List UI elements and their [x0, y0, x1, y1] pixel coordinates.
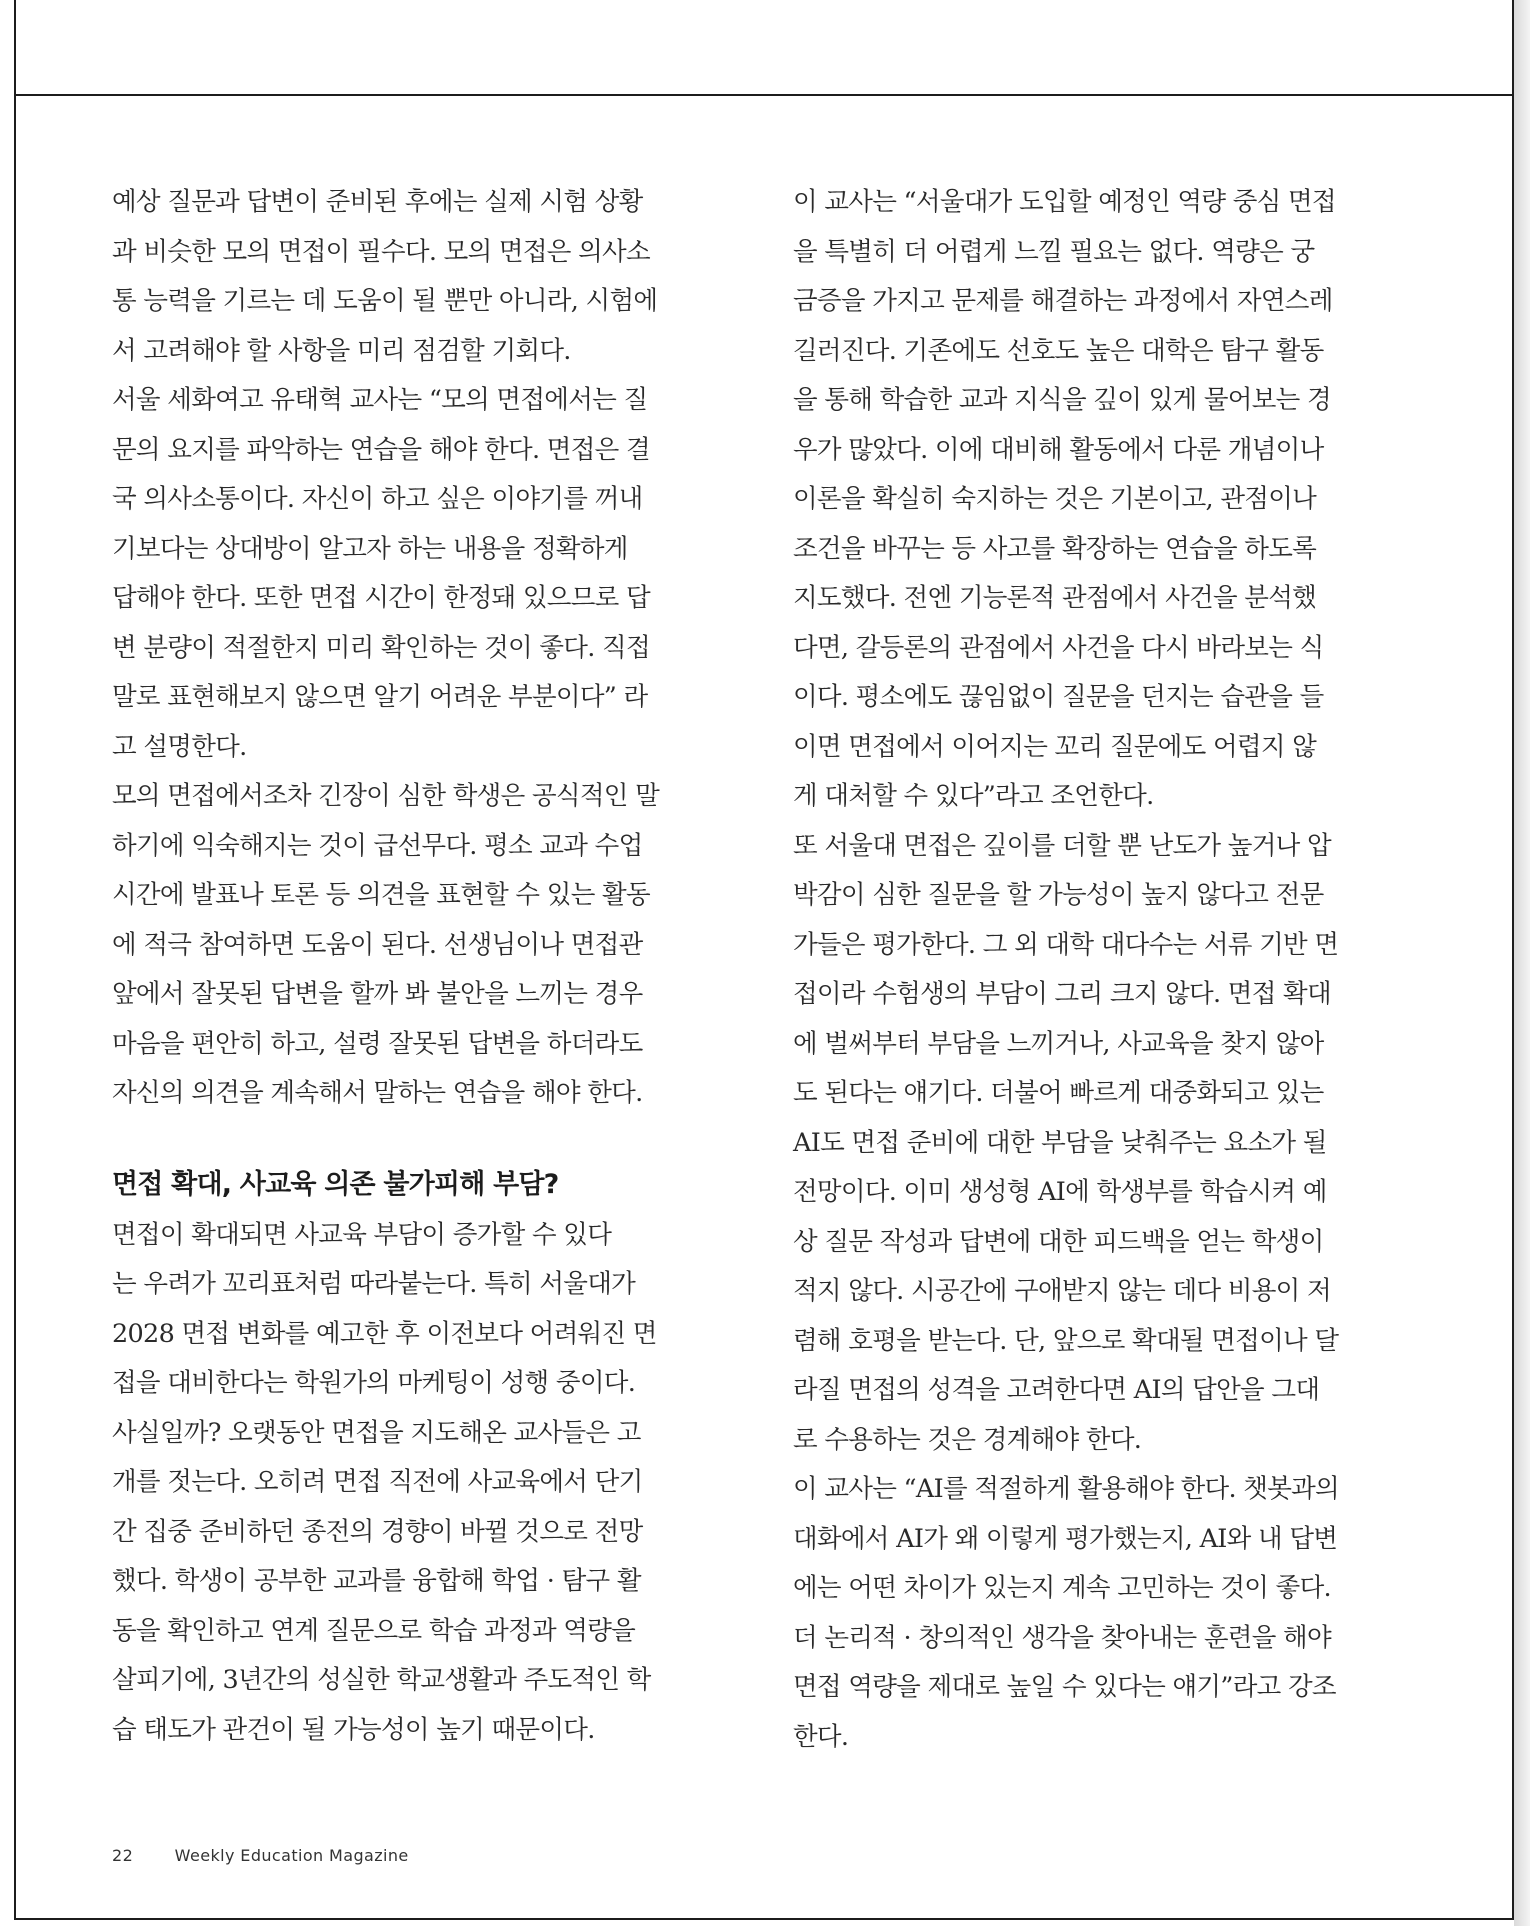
text-line: 적지 않다. 시공간에 구애받지 않는 데다 비용이 저 [793, 1276, 1331, 1306]
text-line: 사실일까? 오랫동안 면접을 지도해온 교사들은 고 [112, 1417, 641, 1448]
text-line: 했다. 학생이 공부한 교과를 융합해 학업 · 탐구 활 [112, 1566, 641, 1596]
text-line: 라질 면접의 성격을 고려한다면 AI의 답안을 그대 [793, 1375, 1320, 1405]
text-line: 대화에서 AI가 왜 이렇게 평가했는지, AI와 내 답변 [793, 1523, 1338, 1554]
text-line: 서 고려해야 할 사항을 미리 점검할 기회다. [112, 335, 571, 366]
text-line: AI도 면접 준비에 대한 부담을 낮춰주는 요소가 될 [793, 1127, 1327, 1158]
text-line: 면접이 확대되면 사교육 부담이 증가할 수 있다 [112, 1219, 612, 1250]
paragraph [793, 1465, 1373, 1762]
text-line: 개를 젓는다. 오히려 면접 직전에 사교육에서 단기 [112, 1467, 643, 1497]
text-line: 이다. 평소에도 끊임없이 질문을 던지는 습관을 들 [793, 682, 1324, 712]
text-line: 습 태도가 관건이 될 가능성이 높기 때문이다. [112, 1714, 595, 1745]
section-heading: 면접 확대, 사교육 의존 불가피해 부담? [112, 1168, 559, 1200]
left-column [112, 178, 692, 1755]
text-line: 접을 대비한다는 학원가의 마케팅이 성행 중이다. [112, 1368, 636, 1398]
text-line: 이 교사는 “AI를 적절하게 활용해야 한다. 챗봇과의 [793, 1474, 1339, 1504]
paragraph [112, 772, 692, 1119]
text-line: 시간에 발표나 토론 등 의견을 표현할 수 있는 활동 [112, 880, 650, 910]
text-line: 을 통해 학습한 교과 지식을 깊이 있게 물어보는 경 [793, 385, 1331, 415]
text-line: 동을 확인하고 연계 질문으로 학습 과정과 역량을 [112, 1615, 636, 1646]
text-line: 도 된다는 얘기다. 더불어 빠르게 대중화되고 있는 [793, 1078, 1324, 1108]
text-line: 기보다는 상대방이 알고자 하는 내용을 정확하게 [112, 533, 628, 564]
text-line: 변 분량이 적절한지 미리 확인하는 것이 좋다. 직접 [112, 632, 650, 663]
text-line: 서울 세화여고 유태혁 교사는 “모의 면접에서는 질 [112, 385, 648, 415]
paragraph [112, 178, 692, 376]
text-line: 조건을 바꾸는 등 사고를 확장하는 연습을 하도록 [793, 533, 1317, 564]
text-line: 말로 표현해보지 않으면 알기 어려운 부분이다” 라 [112, 682, 648, 712]
text-line: 박감이 심한 질문을 할 가능성이 높지 않다고 전문 [793, 880, 1324, 910]
text-line: 렴해 호평을 받는다. 단, 앞으로 확대될 면접이나 달 [793, 1325, 1339, 1356]
page-number: 22 [112, 1846, 134, 1865]
text-line: 에 적극 참여하면 도움이 된다. 선생님이나 면접관 [112, 929, 643, 960]
text-line: 다면, 갈등론의 관점에서 사건을 다시 바라보는 식 [793, 632, 1324, 663]
text-line: 금증을 가지고 문제를 해결하는 과정에서 자연스레 [793, 286, 1333, 316]
text-line: 앞에서 잘못된 답변을 할까 봐 불안을 느끼는 경우 [112, 979, 643, 1009]
text-line: 면접 역량을 제대로 높일 수 있다는 얘기”라고 강조 [793, 1672, 1336, 1702]
text-line: 한다. [793, 1721, 849, 1752]
text-line: 살피기에, 3년간의 성실한 학교생활과 주도적인 학 [112, 1665, 651, 1695]
text-line: 과 비슷한 모의 면접이 필수다. 모의 면접은 의사소 [112, 236, 650, 267]
text-line: 자신의 의견을 계속해서 말하는 연습을 해야 한다. [112, 1078, 643, 1108]
text-line: 상 질문 작성과 답변에 대한 피드백을 얻는 학생이 [793, 1226, 1324, 1257]
text-line: 가들은 평가한다. 그 외 대학 대다수는 서류 기반 면 [793, 929, 1339, 960]
text-line: 2028 면접 변화를 예고한 후 이전보다 어려워진 면 [112, 1318, 657, 1349]
text-line: 게 대처할 수 있다”라고 조언한다. [793, 781, 1154, 811]
paragraph [112, 376, 692, 772]
text-line: 예상 질문과 답변이 준비된 후에는 실제 시험 상황 [112, 187, 643, 217]
text-line: 고 설명한다. [112, 731, 247, 762]
paragraph [793, 178, 1373, 822]
text-line: 길러진다. 기존에도 선호도 높은 대학은 탐구 활동 [793, 335, 1324, 366]
text-line: 마음을 편안히 하고, 설령 잘못된 답변을 하더라도 [112, 1028, 643, 1059]
text-line: 이 교사는 “서울대가 도입할 예정인 역량 중심 면접 [793, 187, 1336, 217]
magazine-title: Weekly Education Magazine [174, 1846, 409, 1865]
text-line: 우가 많았다. 이에 대비해 활동에서 다룬 개념이나 [793, 434, 1324, 465]
text-line: 또 서울대 면접은 깊이를 더할 뿐 난도가 높거나 압 [793, 830, 1331, 861]
text-line: 더 논리적 · 창의적인 생각을 찾아내는 훈련을 해야 [793, 1622, 1331, 1653]
text-line: 이론을 확실히 숙지하는 것은 기본이고, 관점이나 [793, 484, 1317, 514]
text-line: 간 집중 준비하던 종전의 경향이 바뀔 것으로 전망 [112, 1516, 643, 1547]
text-line: 국 의사소통이다. 자신이 하고 싶은 이야기를 꺼내 [112, 484, 643, 514]
text-line: 는 우려가 꼬리표처럼 따라붙는다. 특히 서울대가 [112, 1269, 636, 1299]
header-rule [14, 94, 1514, 96]
text-line: 모의 면접에서조차 긴장이 심한 학생은 공식적인 말 [112, 781, 660, 811]
text-line: 로 수용하는 것은 경계해야 한다. [793, 1424, 1142, 1455]
text-line: 이면 면접에서 이어지는 꼬리 질문에도 어렵지 않 [793, 731, 1317, 762]
text-line: 통 능력을 기르는 데 도움이 될 뿐만 아니라, 시험에 [112, 286, 658, 316]
text-line: 문의 요지를 파악하는 연습을 해야 한다. 면접은 결 [112, 434, 650, 465]
paragraph [112, 1211, 692, 1756]
text-line: 에 벌써부터 부담을 느끼거나, 사교육을 찾지 않아 [793, 1028, 1324, 1059]
page-footer [112, 1846, 409, 1865]
right-column [793, 178, 1373, 1762]
text-line: 접이라 수험생의 부담이 그리 크지 않다. 면접 확대 [793, 979, 1331, 1009]
text-line: 답해야 한다. 또한 면접 시간이 한정돼 있으므로 답 [112, 583, 650, 613]
text-line: 에는 어떤 차이가 있는지 계속 고민하는 것이 좋다. [793, 1573, 1331, 1603]
text-line: 지도했다. 전엔 기능론적 관점에서 사건을 분석했 [793, 583, 1317, 613]
text-line: 을 특별히 더 어렵게 느낄 필요는 없다. 역량은 궁 [793, 236, 1315, 267]
text-line: 하기에 익숙해지는 것이 급선무다. 평소 교과 수업 [112, 830, 643, 861]
text-line: 전망이다. 이미 생성형 AI에 학생부를 학습시켜 예 [793, 1177, 1327, 1207]
page-edge-shadow [1514, 0, 1530, 1926]
paragraph [793, 822, 1373, 1466]
